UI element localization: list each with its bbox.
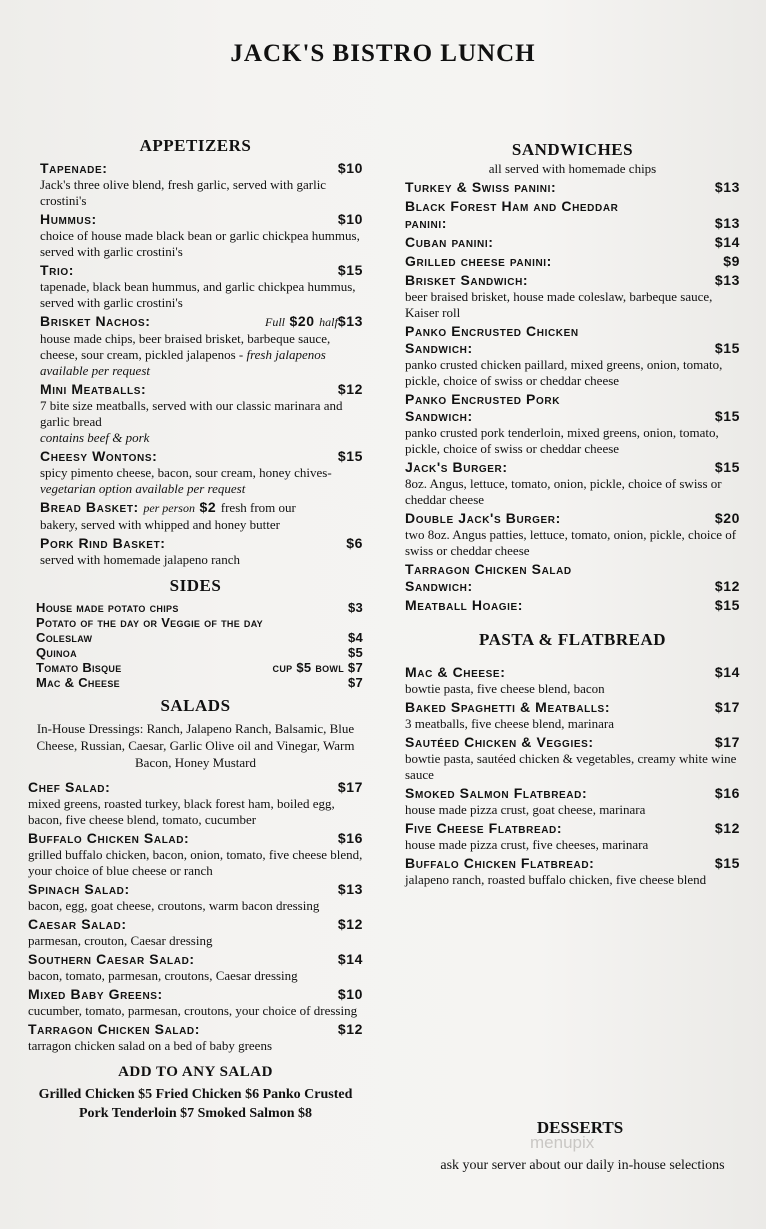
menu-item — [28, 1021, 363, 1054]
item-desc: bacon, tomato, parmesan, croutons, Caesar dressing — [28, 968, 298, 983]
item-row — [405, 785, 740, 802]
item-desc: 7 bite size meatballs, served with our classic marinara and garlic bread — [40, 398, 343, 429]
item-price: $12 — [337, 1021, 363, 1037]
item-name: Brisket Sandwich: — [405, 272, 529, 288]
side-name: Tomato Bisque — [36, 660, 122, 675]
item-desc: 3 meatballs, five cheese blend, marinara — [405, 716, 614, 731]
item-row — [405, 699, 740, 716]
item-price: $17 — [714, 734, 740, 750]
item-name: Jack's Burger: — [405, 459, 508, 475]
menu-item — [28, 830, 363, 879]
item-price: $10 — [337, 986, 363, 1002]
item-price: $10 — [337, 211, 363, 227]
item-name: Bread Basket: — [40, 499, 139, 515]
menu-item-panko-pork — [405, 391, 740, 457]
item-price: $12 — [337, 916, 363, 932]
item-price: $15 — [714, 459, 740, 475]
desc-text: spicy pimento cheese, bacon, sour cream, honey chives- — [40, 465, 332, 480]
menu-title: JACK'S BISTRO LUNCH — [230, 40, 536, 67]
sandwiches-subheading: all served with homemade chips — [488, 161, 657, 176]
item-name: Meatball Hoagie: — [405, 597, 524, 613]
side-price: $4 — [347, 630, 363, 645]
menu-item — [28, 986, 363, 1019]
item-name: Tarragon Chicken Salad: — [28, 1021, 201, 1037]
item-price: $15 — [714, 340, 740, 356]
item-row — [28, 779, 363, 796]
sides-list — [28, 600, 363, 690]
item-price — [265, 313, 363, 331]
side-name: Potato of the day or Veggie of the day — [36, 615, 263, 630]
menu-item-hummus — [28, 211, 363, 260]
item-name: Brisket Nachos: — [40, 313, 151, 329]
item-price: $13 — [714, 215, 740, 231]
item-name: Tapenade: — [40, 160, 108, 176]
item-name-line-1: Panko Encrusted Pork — [405, 391, 561, 407]
half-price: $13 — [337, 313, 363, 329]
menu-item-turkey-swiss — [405, 179, 740, 196]
item-price: $15 — [714, 408, 740, 424]
salads-heading: SALADS — [160, 696, 231, 715]
full-label: Full — [264, 315, 285, 329]
item-price: $9 — [723, 253, 740, 269]
menu-item-brisket-nachos — [28, 313, 363, 379]
item-name: Turkey & Swiss panini: — [405, 179, 557, 195]
item-price: $15 — [337, 448, 363, 464]
side-name: Quinoa — [36, 645, 77, 660]
item-row — [28, 1021, 363, 1038]
item-name: Pork Rind Basket: — [40, 535, 166, 551]
side-name: Mac & Cheese — [36, 675, 120, 690]
item-price: $20 — [714, 510, 740, 526]
item-desc: house made pizza crust, five cheeses, marinara — [405, 837, 649, 852]
item-name: Cuban panini: — [405, 234, 494, 250]
menu-item-tapenade — [28, 160, 363, 209]
item-desc: grilled buffalo chicken, bacon, onion, tomato, five cheese blend, your choice of blue cheese or ranch — [28, 847, 363, 878]
item-desc: choice of house made black bean or garlic chickpea hummus, served with garlic crostini's — [40, 228, 360, 259]
item-price: $12 — [714, 578, 740, 594]
item-name: Buffalo Chicken Salad: — [28, 830, 190, 846]
item-row — [405, 820, 740, 837]
item-desc: bowtie pasta, five cheese blend, bacon — [405, 681, 605, 696]
menu-item — [405, 664, 740, 697]
left-column — [28, 134, 363, 1123]
desc-inline: fresh from our — [220, 500, 296, 515]
menu-item — [28, 881, 363, 914]
item-desc — [40, 465, 363, 497]
pasta-heading: PASTA & FLATBREAD — [478, 630, 667, 649]
half-label: half — [319, 315, 338, 329]
item-price: $14 — [337, 951, 363, 967]
item-price: $13 — [337, 881, 363, 897]
desc-text: house made chips, beer braised brisket, barbeque sauce, cheese, sour cream, pickled jalapenos - — [40, 331, 331, 362]
item-desc: jalapeno ranch, roasted buffalo chicken, five cheese blend — [405, 872, 707, 887]
item-desc: bacon, egg, goat cheese, croutons, warm bacon dressing — [28, 898, 320, 913]
menu-item-double-jacks-burger — [405, 510, 740, 559]
side-item — [28, 660, 363, 675]
item-name: Mini Meatballs: — [40, 381, 147, 397]
menu-item-cuban — [405, 234, 740, 251]
item-name: Buffalo Chicken Flatbread: — [405, 855, 595, 871]
appetizers-heading: APPETIZERS — [139, 136, 252, 155]
item-desc: panko crusted pork tenderloin, mixed greens, onion, tomato, pickle, choice of swiss or cheddar cheese — [405, 425, 719, 456]
item-desc: panko crusted chicken paillard, mixed greens, onion, tomato, pickle, choice of swiss or cheddar cheese — [405, 357, 723, 388]
side-item — [28, 645, 363, 660]
item-name: Smoked Salmon Flatbread: — [405, 785, 588, 801]
item-row — [28, 916, 363, 933]
menu-item — [405, 855, 740, 888]
item-price: $12 — [337, 381, 363, 397]
menu-item — [405, 734, 740, 783]
item-price: $15 — [337, 262, 363, 278]
side-price: $3 — [347, 600, 363, 615]
item-desc: tarragon chicken salad on a bed of baby greens — [28, 1038, 273, 1053]
side-item — [28, 615, 363, 630]
desc-note: vegetarian option available per request — [40, 481, 246, 496]
item-price: $13 — [714, 272, 740, 288]
item-row — [405, 664, 740, 681]
right-column — [405, 138, 740, 890]
item-desc — [40, 331, 363, 379]
item-name: Double Jack's Burger: — [405, 510, 561, 526]
item-name-line-1: Panko Encrusted Chicken — [405, 323, 579, 339]
item-name: Baked Spaghetti & Meatballs: — [405, 699, 611, 715]
salads-list — [28, 779, 363, 1054]
item-price: $12 — [714, 820, 740, 836]
menu-item-mini-meatballs — [28, 381, 363, 446]
desserts-heading: DESSERTS — [536, 1118, 624, 1137]
item-desc: bowtie pasta, sautéed chicken & vegetables, creamy white wine sauce — [405, 751, 737, 782]
item-name: Hummus: — [40, 211, 97, 227]
item-desc: served with homemade jalapeno ranch — [40, 552, 240, 567]
side-item — [28, 675, 363, 690]
menu-item-panko-chicken — [405, 323, 740, 389]
side-price: $5 — [347, 645, 363, 660]
menu-item-black-forest-ham — [405, 198, 740, 232]
item-name: Caesar Salad: — [28, 916, 127, 932]
side-name: House made potato chips — [36, 600, 179, 615]
add-to-salad-line-2: Pork Tenderloin $7 Smoked Salmon $8 — [79, 1106, 312, 1121]
item-desc: house made pizza crust, goat cheese, marinara — [405, 802, 646, 817]
sides-heading: SIDES — [169, 576, 222, 595]
menu-item — [28, 951, 363, 984]
sandwiches-heading: SANDWICHES — [511, 140, 634, 159]
menu-item — [28, 779, 363, 828]
item-desc: Jack's three olive blend, fresh garlic, served with garlic crostini's — [40, 177, 327, 208]
item-name: Mixed Baby Greens: — [28, 986, 163, 1002]
menu-item-trio — [28, 262, 363, 311]
add-to-salad-line-1: Grilled Chicken $5 Fried Chicken $6 Panko Crusted — [38, 1087, 353, 1102]
pasta-list — [405, 664, 740, 888]
item-price: $13 — [714, 179, 740, 195]
dressings-note: In-House Dressings: Ranch, Jalapeno Ranch, Balsamic, Blue Cheese, Russian, Caesar, Garlic Olive oil and Vinegar, Warm Bacon, Honey Mustard — [36, 721, 355, 770]
item-note: contains beef & pork — [40, 430, 150, 445]
menu-item-pork-rind-basket — [28, 535, 363, 568]
item-price: $6 — [346, 535, 363, 551]
menu-item-meatball-hoagie — [405, 597, 740, 614]
item-price: $15 — [714, 597, 740, 613]
menu-item-grilled-cheese — [405, 253, 740, 270]
menu-item — [405, 699, 740, 732]
item-desc: cucumber, tomato, parmesan, croutons, your choice of dressing — [28, 1003, 358, 1018]
item-name: Spinach Salad: — [28, 881, 130, 897]
item-row — [405, 855, 740, 872]
menu-item — [405, 820, 740, 853]
menu-item — [405, 785, 740, 818]
desserts-desc: ask your server about our daily in-house selections — [440, 1158, 725, 1173]
item-name-line-2: Sandwich: — [405, 340, 473, 356]
item-name: Southern Caesar Salad: — [28, 951, 195, 967]
item-name-line-2: Sandwich: — [405, 578, 473, 594]
per-person-label: per person — [143, 501, 195, 515]
item-price: $10 — [337, 160, 363, 176]
item-name: Trio: — [40, 262, 74, 278]
menu-item-brisket-sandwich — [405, 272, 740, 321]
item-name-line-1: Tarragon Chicken Salad — [405, 561, 572, 577]
item-name-line-2: Sandwich: — [405, 408, 473, 424]
item-price: $16 — [714, 785, 740, 801]
side-item — [28, 600, 363, 615]
full-price: $20 — [289, 313, 315, 329]
item-price: $14 — [714, 234, 740, 250]
menu-item — [28, 916, 363, 949]
item-name: Cheesy Wontons: — [40, 448, 158, 464]
item-desc: 8oz. Angus, lettuce, tomato, onion, pickle, choice of swiss or cheddar cheese — [405, 476, 722, 507]
menu-item-jacks-burger — [405, 459, 740, 508]
item-desc: mixed greens, roasted turkey, black forest ham, boiled egg, bacon, five cheese blend, tomato, cucumber — [28, 796, 335, 827]
item-name-line-2: panini: — [405, 215, 448, 231]
item-desc: parmesan, crouton, Caesar dressing — [28, 933, 213, 948]
side-price: $7 — [347, 675, 363, 690]
menu-item-cheesy-wontons — [28, 448, 363, 497]
item-name: Mac & Cheese: — [405, 664, 506, 680]
item-price: $15 — [714, 855, 740, 871]
item-price: $14 — [714, 664, 740, 680]
menu-item-tarragon-sandwich — [405, 561, 740, 595]
item-name: Chef Salad: — [28, 779, 111, 795]
item-name: Grilled cheese panini: — [405, 253, 552, 269]
item-row — [28, 986, 363, 1003]
item-name-line-1: Black Forest Ham and Cheddar — [405, 198, 619, 214]
item-price: $17 — [337, 779, 363, 795]
item-desc: tapenade, black bean hummus, and garlic chickpea hummus, served with garlic crostini's — [40, 279, 356, 310]
item-desc: bakery, served with whipped and honey butter — [40, 517, 280, 532]
watermark: menupix — [530, 1133, 595, 1152]
item-price: $16 — [337, 830, 363, 846]
item-name: Sautéed Chicken & Veggies: — [405, 734, 594, 750]
side-name: Coleslaw — [36, 630, 93, 645]
item-row — [28, 881, 363, 898]
menu-item-bread-basket — [28, 499, 363, 533]
item-name: Five Cheese Flatbread: — [405, 820, 563, 836]
item-desc: two 8oz. Angus patties, lettuce, tomato, onion, pickle, choice of swiss or cheddar cheese — [405, 527, 737, 558]
item-row — [28, 951, 363, 968]
item-desc: beer braised brisket, house made coleslaw, barbeque sauce, Kaiser roll — [405, 289, 713, 320]
side-price: cup $5 bowl $7 — [272, 660, 363, 675]
side-item — [28, 630, 363, 645]
item-row — [28, 830, 363, 847]
add-to-salad-heading: ADD TO ANY SALAD — [118, 1064, 273, 1080]
item-row — [405, 734, 740, 751]
item-price: $17 — [714, 699, 740, 715]
desc-note: fresh jalapenos available per request — [40, 347, 326, 378]
item-price: $2 — [199, 499, 217, 515]
